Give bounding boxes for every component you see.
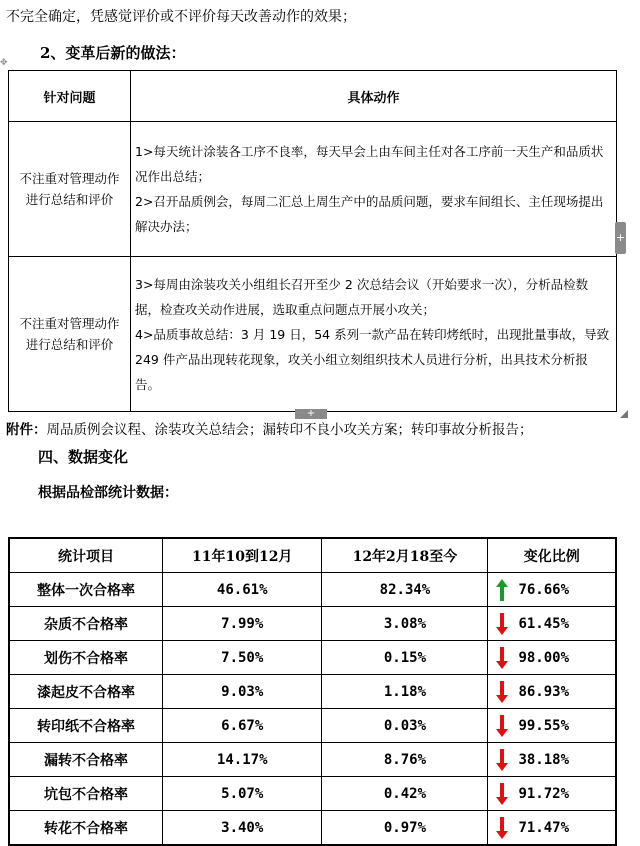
stats-row <box>9 607 616 641</box>
attachment-line <box>6 418 533 438</box>
stats-after: 0.15% <box>322 641 488 675</box>
stats-row <box>9 777 616 811</box>
stats-change: 86.93% <box>518 683 570 700</box>
stats-item: 转花不合格率 <box>9 811 163 846</box>
stats-before: 14.17% <box>163 743 322 777</box>
stats-body <box>9 573 616 846</box>
arrow-down-icon <box>496 715 508 737</box>
stats-row <box>9 573 616 607</box>
stats-header-item: 统计项目 <box>9 538 163 573</box>
action-cell <box>131 257 617 412</box>
stats-row <box>9 709 616 743</box>
attachment-label: 附件： <box>6 422 47 438</box>
stats-item: 转印纸不合格率 <box>9 709 163 743</box>
stats-change: 61.45% <box>518 615 570 632</box>
stats-change: 91.72% <box>518 785 570 802</box>
problem-cell: 不注重对管理动作进行总结和评价 <box>9 122 131 257</box>
header-problem: 针对问题 <box>9 71 131 122</box>
stats-change-cell <box>488 675 616 709</box>
stats-row <box>9 641 616 675</box>
actions-table-header <box>9 71 617 122</box>
arrow-down-icon <box>496 749 508 771</box>
stats-change-cell <box>488 573 616 607</box>
stats-subheading: 根据品检部统计数据： <box>38 485 178 501</box>
stats-item: 坑包不合格率 <box>9 777 163 811</box>
stats-after: 0.03% <box>322 709 488 743</box>
action-item: 4>品质事故总结：3 月 19 日，54 系列一款产品在转印烤纸时，出现批量事故，导致 249 件产品出现转花现象，攻关小组立刻组织技术人员进行分析，出具技术分析报告。 <box>135 326 610 392</box>
action-cell <box>131 122 617 257</box>
move-handle-icon[interactable]: ✥ <box>0 58 8 68</box>
actions-table <box>8 70 617 412</box>
stats-change: 98.00% <box>518 649 570 666</box>
stats-change: 71.47% <box>518 819 570 836</box>
arrow-down-icon <box>496 647 508 669</box>
stats-table <box>8 537 617 846</box>
data-change-heading: 四、数据变化 <box>38 448 129 466</box>
stats-row <box>9 811 616 846</box>
stats-row <box>9 743 616 777</box>
stats-before: 9.03% <box>163 675 322 709</box>
stats-after: 8.76% <box>322 743 488 777</box>
arrow-down-icon <box>496 613 508 635</box>
action-item: 2>召开品质例会，每周二汇总上周生产中的品质问题，要求车间组长、主任现场提出解决办法； <box>135 194 604 234</box>
stats-after: 3.08% <box>322 607 488 641</box>
action-item: 3>每周由涂装攻关小组组长召开至少 2 次总结会议（开始要求一次），分析品检数据，检查攻关动作进展，选取重点问题点开展小攻关； <box>135 276 589 317</box>
stats-after: 82.34% <box>322 573 488 607</box>
attachment-text: 周品质例会议程、涂装攻关总结会；漏转印不良小攻关方案；转印事故分析报告； <box>46 422 533 438</box>
stats-before: 3.40% <box>163 811 322 846</box>
stats-row <box>9 675 616 709</box>
stats-header-after: 12年2月18至今 <box>322 538 488 573</box>
stats-header-before: 11年10到12月 <box>163 538 322 573</box>
stats-after: 0.97% <box>322 811 488 846</box>
stats-item: 整体一次合格率 <box>9 573 163 607</box>
stats-change: 76.66% <box>518 581 570 598</box>
stats-change-cell <box>488 641 616 675</box>
stats-after: 0.42% <box>322 777 488 811</box>
stats-item: 漏转不合格率 <box>9 743 163 777</box>
stats-before: 7.99% <box>163 607 322 641</box>
add-column-icon[interactable]: + <box>615 222 626 254</box>
intro-line: 不完全确定，凭感觉评价或不评价每天改善动作的效果； <box>6 9 356 25</box>
resize-handle-icon[interactable] <box>620 410 628 418</box>
stats-item: 杂质不合格率 <box>9 607 163 641</box>
header-actions: 具体动作 <box>131 71 617 122</box>
stats-after: 1.18% <box>322 675 488 709</box>
stats-header <box>9 538 616 573</box>
stats-change: 99.55% <box>518 717 570 734</box>
stats-item: 划伤不合格率 <box>9 641 163 675</box>
problem-cell: 不注重对管理动作进行总结和评价 <box>9 257 131 412</box>
stats-before: 5.07% <box>163 777 322 811</box>
arrow-down-icon <box>496 817 508 839</box>
stats-before: 6.67% <box>163 709 322 743</box>
stats-change-cell <box>488 607 616 641</box>
stats-change-cell <box>488 743 616 777</box>
stats-before: 46.61% <box>163 573 322 607</box>
stats-change-cell <box>488 709 616 743</box>
stats-change: 38.18% <box>518 751 570 768</box>
table-row <box>9 122 617 257</box>
arrow-down-icon <box>496 681 508 703</box>
arrow-up-icon <box>496 579 508 601</box>
stats-change-cell <box>488 777 616 811</box>
add-row-icon[interactable]: + <box>295 409 327 419</box>
stats-header-change: 变化比例 <box>488 538 616 573</box>
stats-item: 漆起皮不合格率 <box>9 675 163 709</box>
arrow-down-icon <box>496 783 508 805</box>
stats-before: 7.50% <box>163 641 322 675</box>
table-row <box>9 257 617 412</box>
section-heading: 2、变革后新的做法： <box>40 44 186 62</box>
stats-change-cell <box>488 811 616 846</box>
action-item: 1>每天统计涂装各工序不良率，每天早会上由车间主任对各工序前一天生产和品质状况作出总结； <box>135 144 604 184</box>
